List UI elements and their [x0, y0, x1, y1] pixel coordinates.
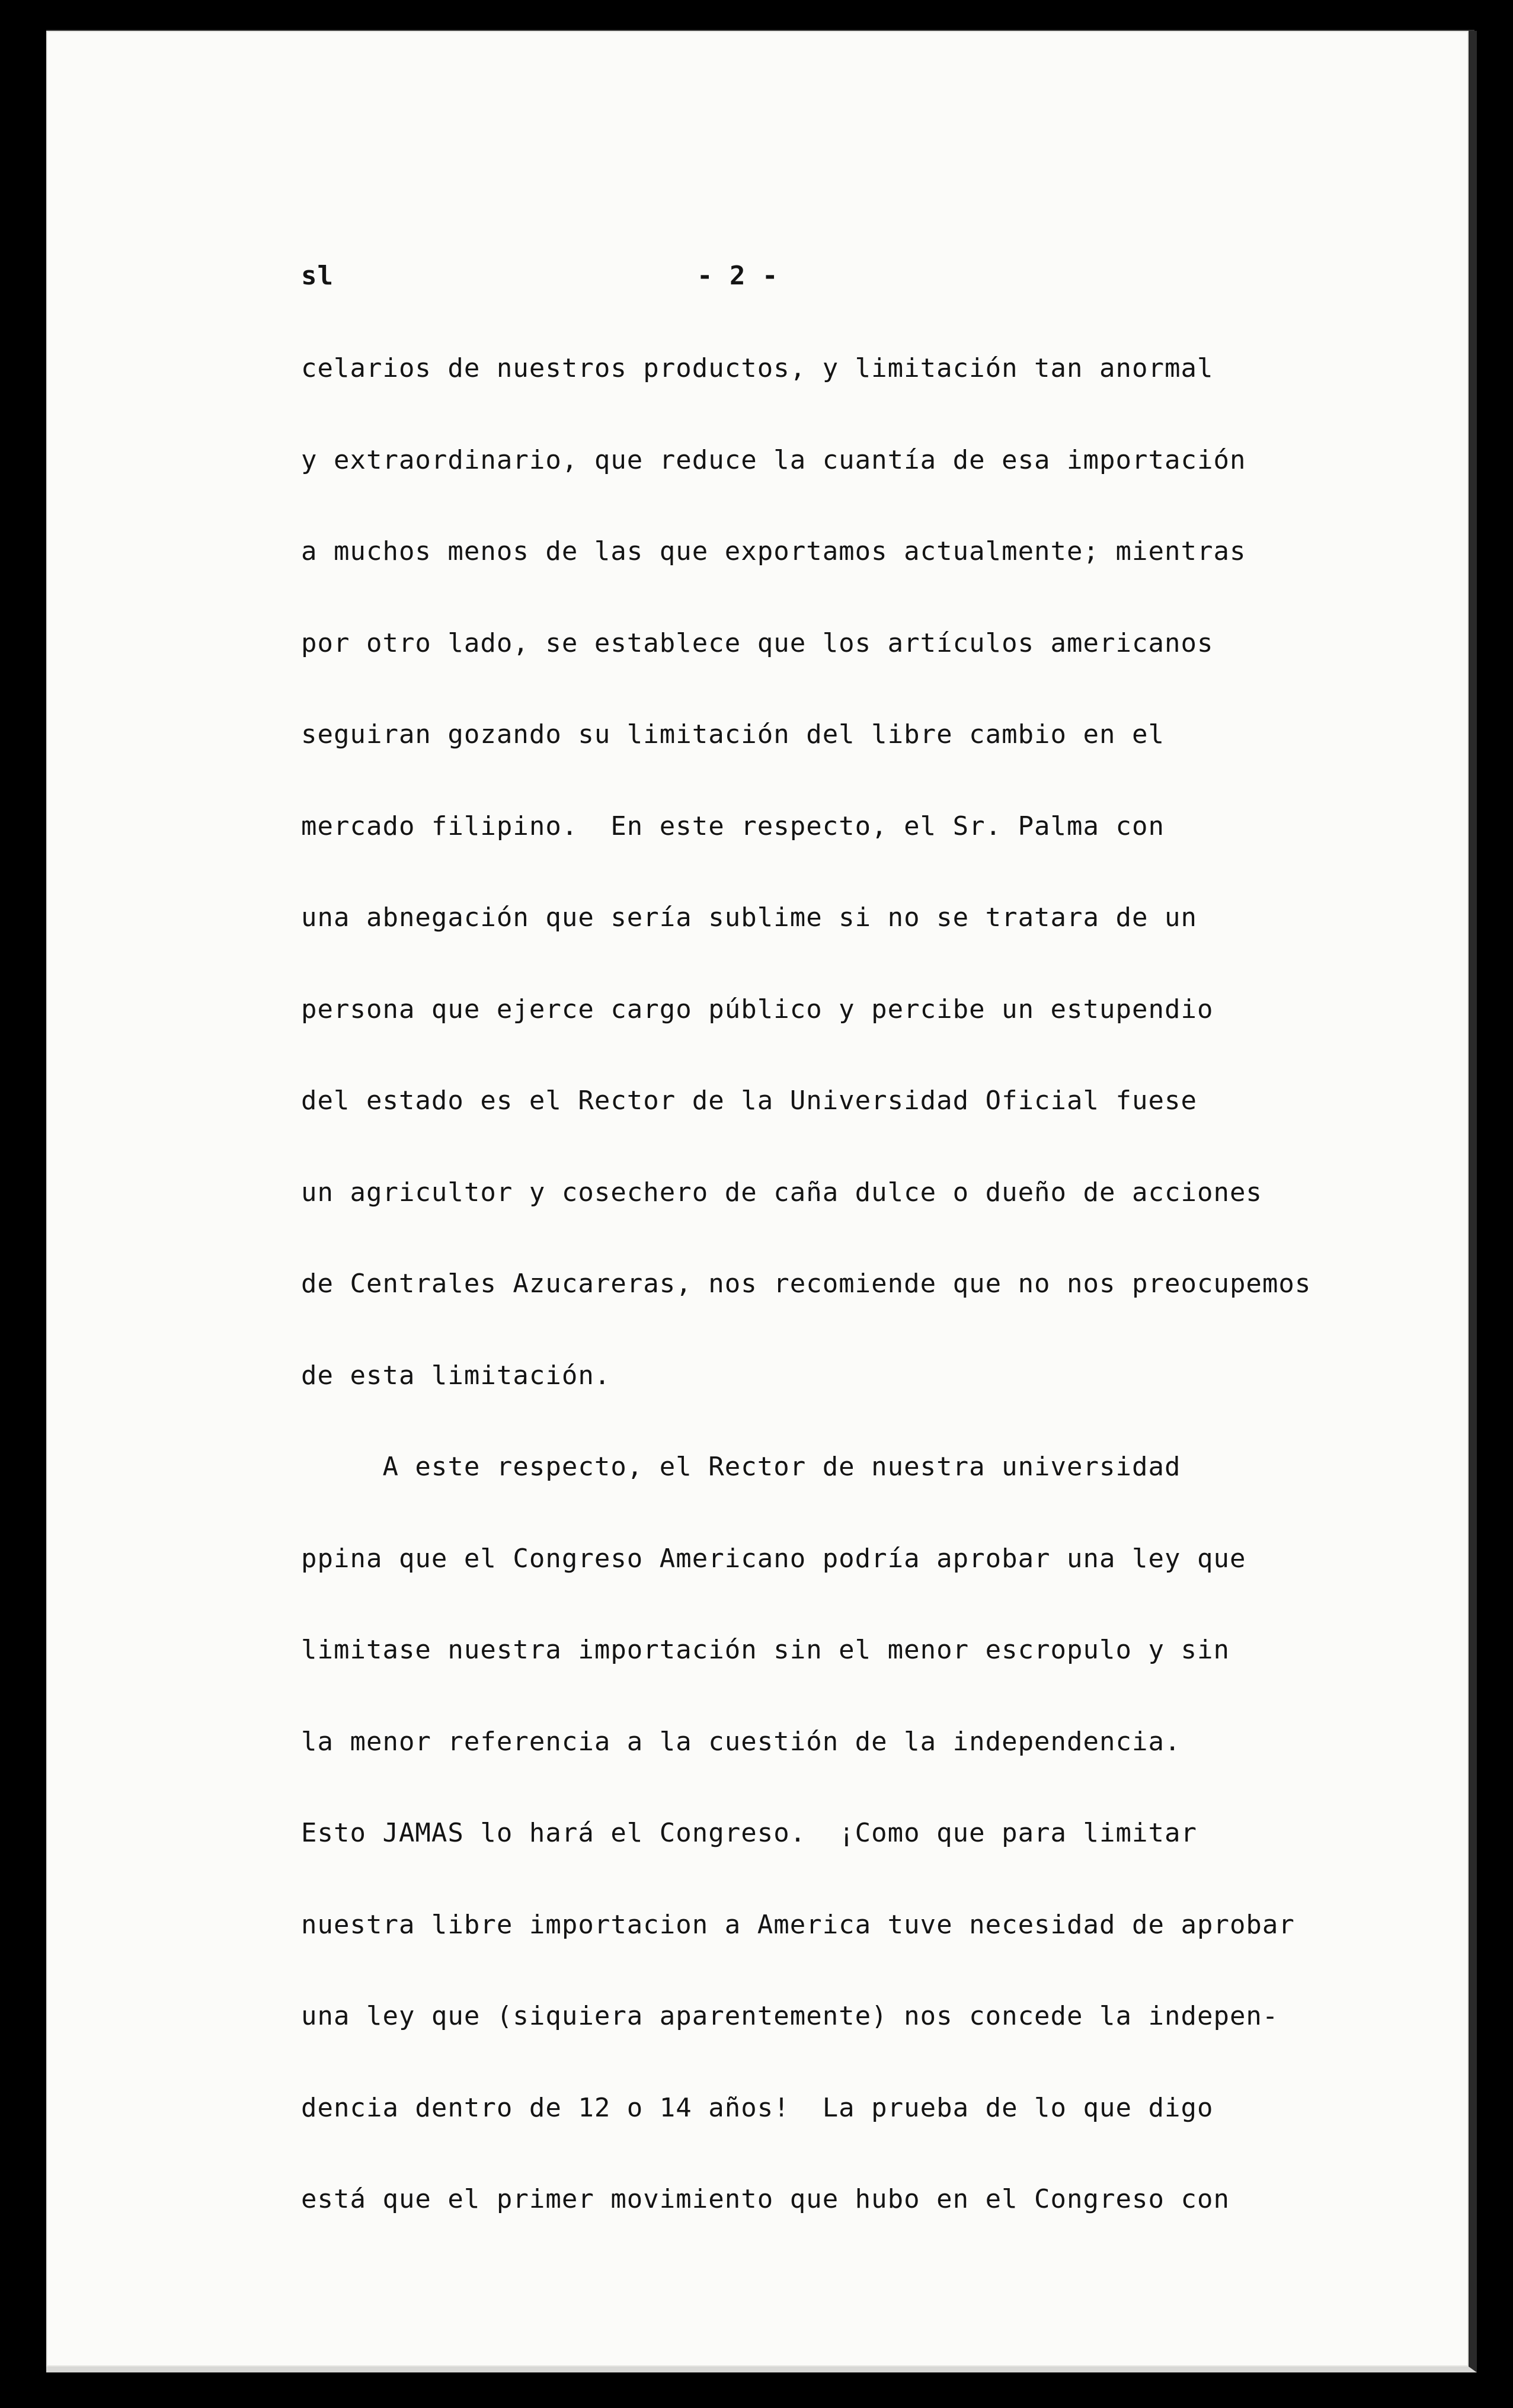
- text-line: de esta limitación.: [301, 1360, 611, 1391]
- text-line: nuestra libre importacion a America tuve necesidad de aprobar: [301, 1910, 1295, 1940]
- text-line: de Centrales Azucareras, nos recomiende que no nos preocupemos: [301, 1269, 1312, 1299]
- typewritten-text-body: [46, 31, 1469, 2367]
- text-line: mercado filipino. En este respecto, el Sr. Palma con: [301, 811, 1165, 841]
- text-line: a muchos menos de las que exportamos actualmente; mientras: [301, 536, 1246, 566]
- text-line: Esto JAMAS lo hará el Congreso. ¡Como que para limitar: [301, 1818, 1197, 1848]
- document-page: [46, 31, 1477, 2372]
- page-number: - 2 -: [697, 261, 779, 291]
- text-line: una abnegación que sería sublime si no se tratara de un: [301, 902, 1197, 933]
- page-header: [301, 261, 834, 296]
- text-line: ppina que el Congreso Americano podría aprobar una ley que: [301, 1544, 1246, 1574]
- text-line: celarios de nuestros productos, y limitación tan anormal: [301, 353, 1214, 383]
- text-line: seguiran gozando su limitación del libre cambio en el: [301, 719, 1165, 750]
- text-line: persona que ejerce cargo público y percibe un estupendio: [301, 994, 1214, 1024]
- text-line: por otro lado, se establece que los artículos americanos: [301, 628, 1214, 658]
- reference-code: sl: [301, 261, 334, 291]
- text-line: y extraordinario, que reduce la cuantía de esa importación: [301, 445, 1246, 475]
- text-line: del estado es el Rector de la Universidad Oficial fuese: [301, 1085, 1197, 1116]
- text-line: dencia dentro de 12 o 14 años! La prueba de lo que digo: [301, 2093, 1214, 2123]
- text-line: A este respecto, el Rector de nuestra universidad: [301, 1452, 1181, 1482]
- text-line: un agricultor y cosechero de caña dulce o dueño de acciones: [301, 1177, 1262, 1208]
- text-line: está que el primer movimiento que hubo en el Congreso con: [301, 2184, 1230, 2214]
- text-line: la menor referencia a la cuestión de la independencia.: [301, 1727, 1181, 1757]
- text-line: una ley que (siquiera aparentemente) nos concede la indepen-: [301, 2001, 1279, 2031]
- text-line: limitase nuestra importación sin el menor escropulo y sin: [301, 1635, 1230, 1665]
